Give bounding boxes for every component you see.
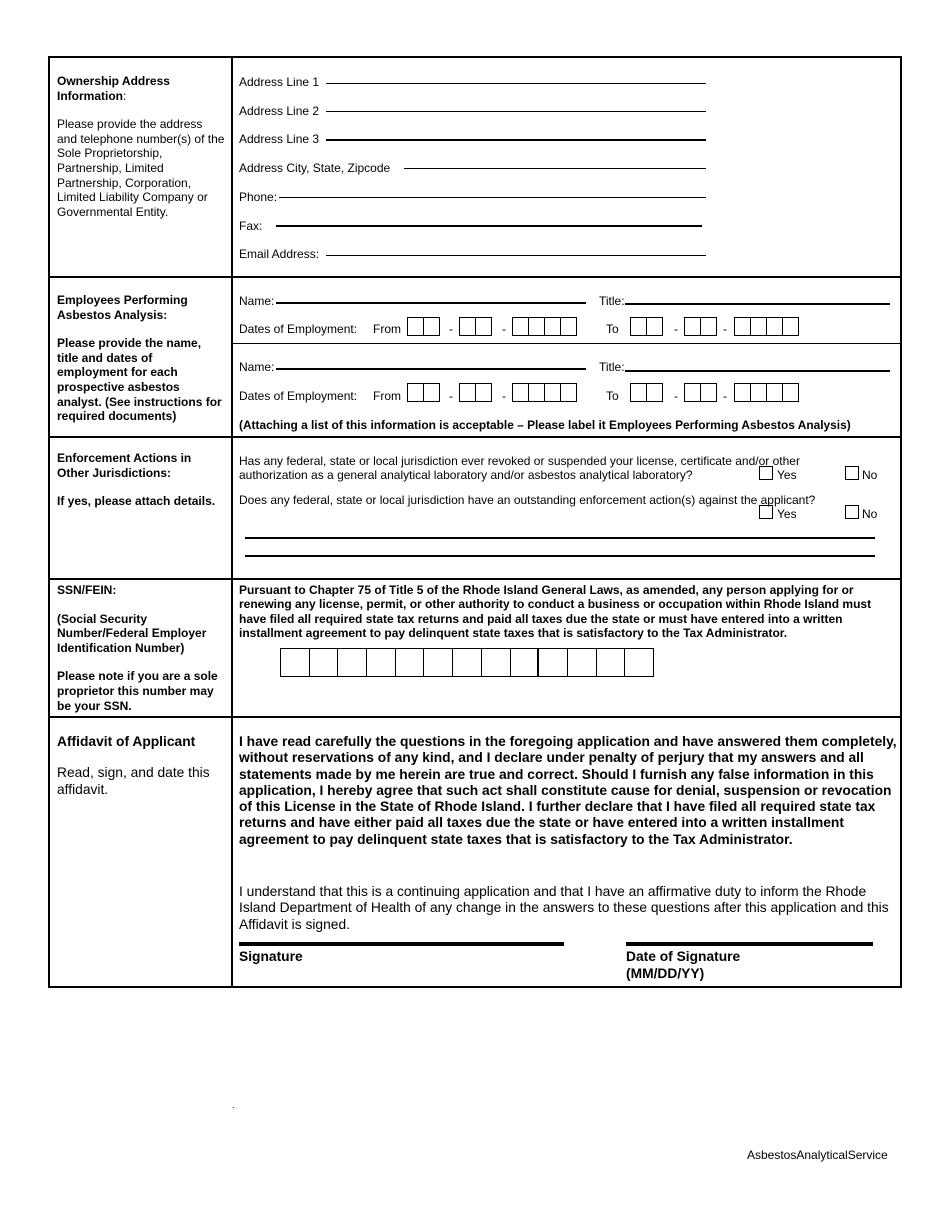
q1-no-checkbox[interactable]	[845, 466, 859, 480]
phone-label: Phone:	[239, 190, 278, 204]
employee-2-name-label: Name:	[239, 360, 275, 374]
employee-1-from-year[interactable]	[512, 317, 577, 336]
employee-1-name-label: Name:	[239, 294, 275, 308]
q2-no-label: No	[862, 507, 878, 521]
ssn-note: Please note if you are a sole proprietor this number may be your SSN.	[57, 669, 218, 713]
employee-1-from-label: From	[373, 322, 401, 336]
footer-dot: .	[232, 1100, 235, 1110]
fax-label: Fax:	[239, 219, 263, 233]
address-line-2-field[interactable]	[326, 111, 706, 112]
phone-field[interactable]	[279, 197, 706, 198]
employee-2-name-field[interactable]	[276, 368, 586, 370]
separator: -	[502, 389, 506, 403]
employee-1-to-year[interactable]	[734, 317, 799, 336]
employees-attach-note: (Attaching a list of this information is acceptable – Please label it Employees Performing Asbestos Analysis)	[239, 418, 851, 432]
ownership-description: Please provide the address and telephone number(s) of the Sole Proprietorship, Partnership, Limited Partnership, Corporation, Limited Liability Company or Governmental Entity.	[57, 117, 225, 219]
enforcement-section-label	[57, 451, 225, 523]
q1-no-label: No	[862, 468, 878, 482]
employee-2-to-label: To	[606, 389, 619, 403]
address-line-3-label: Address Line 3	[239, 132, 320, 146]
ownership-section-label	[57, 74, 225, 233]
separator: -	[449, 389, 453, 403]
signature-label: Signature	[239, 949, 303, 964]
employee-2-to-year[interactable]	[734, 383, 799, 402]
date-of-signature-label: Date of Signature	[626, 949, 741, 964]
enforcement-details-line-1[interactable]	[245, 537, 875, 539]
employee-2-title-field[interactable]	[625, 370, 890, 372]
ssn-section-label	[57, 583, 225, 727]
separator: -	[502, 322, 506, 336]
employee-1-to-day[interactable]	[684, 317, 717, 336]
employees-heading: Employees Performing Asbestos Analysis:	[57, 293, 188, 322]
address-line-3-field[interactable]	[326, 139, 706, 141]
enforcement-q2: Does any federal, state or local jurisdiction have an outstanding enforcement action(s) against the applicant?	[239, 493, 816, 507]
enforcement-q1-line1: Has any federal, state or local jurisdiction ever revoked or suspended your license, certificate and/or other	[239, 454, 800, 468]
ownership-heading-colon: :	[123, 88, 127, 103]
address-line-1-label: Address Line 1	[239, 75, 320, 89]
ssn-heading: SSN/FEIN:	[57, 583, 117, 597]
employee-1-title-label: Title:	[599, 294, 625, 308]
employee-2-title-label: Title:	[599, 360, 625, 374]
employee-2-to-month[interactable]	[630, 383, 663, 402]
date-format-label: (MM/DD/YY)	[626, 966, 705, 981]
employee-1-from-day[interactable]	[459, 317, 492, 336]
separator: -	[723, 322, 727, 336]
affidavit-continuing-duty: I understand that this is a continuing application and that I have an affirmative duty to inform the Rhode Island Department of Health of any change in the answers to these questions after this application and this Affidavit is signed.	[239, 884, 889, 932]
separator: -	[449, 322, 453, 336]
affidavit-statement: I have read carefully the questions in the foregoing application and have answered them completely, without reservations of any kind, and I declare under penalty of perjury that my answers and all statements made by me herein are true and correct. Should I furnish any false information in this application, I hereby agree that such act shall constitute cause for denial, suspension or revocation of this License in the State of Rhode Island. I further declare that I have filed all required state tax returns and have either paid all taxes due the state or have entered into a written installment agreement to pay delinquent state taxes that is satisfactory to the Tax Administrator.	[239, 734, 897, 847]
ownership-heading: Ownership Address Information	[57, 74, 170, 103]
q2-yes-checkbox[interactable]	[759, 505, 773, 519]
employee-2-from-label: From	[373, 389, 401, 403]
address-line-2-label: Address Line 2	[239, 104, 320, 118]
affidavit-instruction: Read, sign, and date this affidavit.	[57, 765, 210, 797]
employee-2-from-month[interactable]	[407, 383, 440, 402]
enforcement-heading: Enforcement Actions in Other Jurisdictions:	[57, 451, 192, 480]
column-divider	[231, 58, 233, 986]
city-state-zip-label: Address City, State, Zipcode	[239, 161, 391, 175]
employee-1-name-field[interactable]	[276, 302, 586, 304]
q1-yes-checkbox[interactable]	[759, 466, 773, 480]
employee-1-dates-label: Dates of Employment:	[239, 322, 358, 336]
tax-statement: Pursuant to Chapter 75 of Title 5 of the Rhode Island General Laws, as amended, any person applying for or renewing any license, permit, or other authority to conduct a business or occupation within Rhode Island must have filed all required state tax returns and paid all taxes due the state or must have entered into a written installment agreement to pay delinquent state taxes that is satisfactory to the Tax Administrator.	[239, 583, 872, 640]
application-form	[48, 56, 902, 988]
email-label: Email Address:	[239, 247, 320, 261]
separator: -	[723, 389, 727, 403]
form-code: AsbestosAnalyticalService	[747, 1148, 888, 1162]
enforcement-q1-line2: authorization as a general analytical laboratory and/or asbestos analytical laboratory?	[239, 468, 693, 482]
separator: -	[674, 322, 678, 336]
employee-2-from-year[interactable]	[512, 383, 577, 402]
row-divider	[50, 578, 900, 580]
enforcement-instruction: If yes, please attach details.	[57, 494, 216, 509]
affidavit-section-label	[57, 734, 225, 812]
q2-no-checkbox[interactable]	[845, 505, 859, 519]
employee-divider	[232, 343, 900, 344]
employee-1-to-label: To	[606, 322, 619, 336]
date-of-signature-line[interactable]	[626, 942, 873, 946]
email-field[interactable]	[326, 255, 706, 256]
q2-yes-label: Yes	[777, 507, 797, 521]
address-line-1-field[interactable]	[326, 83, 706, 84]
employee-1-from-month[interactable]	[407, 317, 440, 336]
city-state-zip-field[interactable]	[404, 168, 706, 169]
employees-section-label	[57, 293, 225, 438]
employee-1-title-field[interactable]	[625, 303, 890, 305]
employee-2-from-day[interactable]	[459, 383, 492, 402]
employee-2-dates-label: Dates of Employment:	[239, 389, 358, 403]
row-divider	[50, 276, 900, 278]
ssn-fein-entry-boxes[interactable]	[280, 648, 654, 677]
q1-yes-label: Yes	[777, 468, 797, 482]
affidavit-heading: Affidavit of Applicant	[57, 734, 196, 749]
ssn-subheading: (Social Security Number/Federal Employer Identification Number)	[57, 611, 207, 655]
separator: -	[674, 389, 678, 403]
employee-2-to-day[interactable]	[684, 383, 717, 402]
employee-1-to-month[interactable]	[630, 317, 663, 336]
signature-line[interactable]	[239, 942, 564, 946]
enforcement-details-line-2[interactable]	[245, 555, 875, 557]
fax-field[interactable]	[276, 225, 702, 227]
employees-description: Please provide the name, title and dates of employment for each prospective asbestos analyst. (See instructions for required documents)	[57, 336, 222, 424]
